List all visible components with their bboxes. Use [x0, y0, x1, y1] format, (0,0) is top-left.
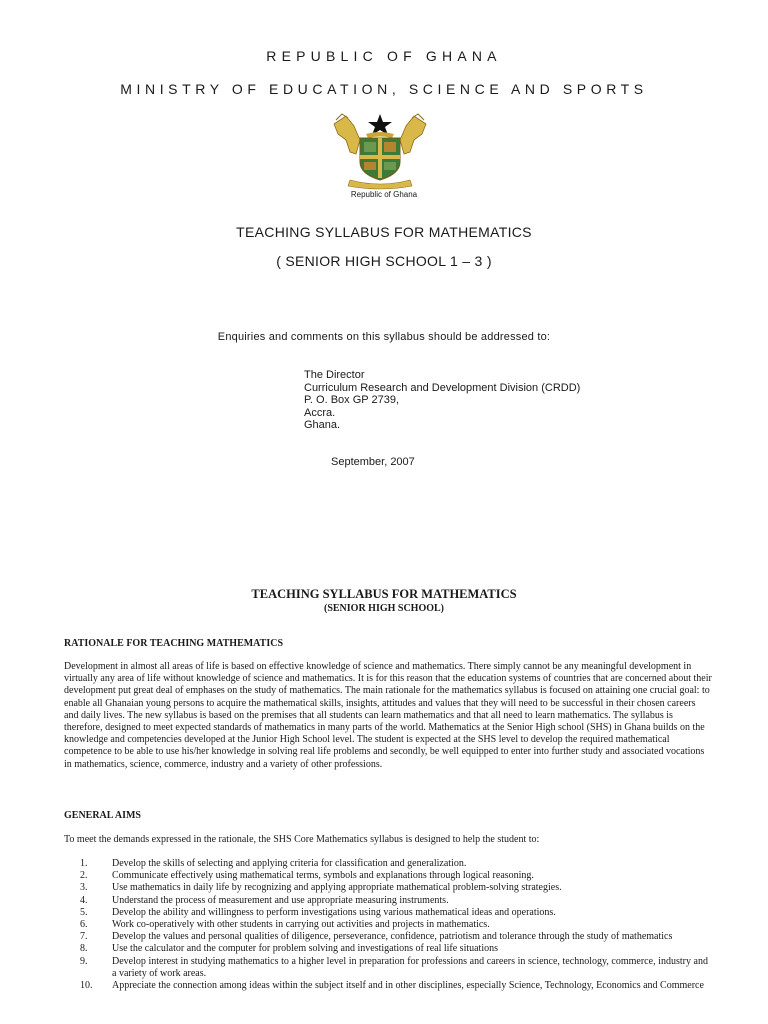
- rationale-heading: RATIONALE FOR TEACHING MATHEMATICS: [64, 638, 284, 649]
- country-heading: REPUBLIC OF GHANA: [266, 48, 502, 64]
- list-number: 6.: [80, 919, 88, 931]
- list-text: Work co-operatively with other students in carrying out activities and projects in mathematics.: [112, 919, 490, 931]
- address-line: Curriculum Research and Development Division (CRDD): [304, 381, 581, 394]
- ministry-heading: MINISTRY OF EDUCATION, SCIENCE AND SPORTS: [120, 81, 648, 97]
- list-item: [64, 943, 708, 955]
- cover-title: TEACHING SYLLABUS FOR MATHEMATICS: [236, 224, 532, 240]
- list-number: 3.: [80, 882, 88, 894]
- address-line: The Director: [304, 369, 365, 381]
- cover-subtitle: ( SENIOR HIGH SCHOOL 1 – 3 ): [276, 253, 492, 269]
- list-item: [64, 907, 708, 919]
- aims-intro: To meet the demands expressed in the rationale, the SHS Core Mathematics syllabus is designed to help the student to:: [64, 834, 540, 845]
- list-text: Develop the ability and willingness to perform investigations using various mathematical ideas and operations.: [112, 906, 556, 918]
- aims-list: [64, 858, 708, 992]
- list-number: 1.: [80, 858, 88, 869]
- list-text: Develop the skills of selecting and applying criteria for classification and generalization.: [112, 858, 467, 869]
- list-text: Communicate effectively using mathematical terms, symbols and explanations through logical reasoning.: [112, 870, 534, 882]
- list-text: Use the calculator and the computer for problem solving and investigations of real life situations: [112, 943, 499, 955]
- list-number: 9.: [80, 955, 88, 967]
- list-number: 10.: [80, 980, 93, 992]
- list-text: Develop interest in studying mathematics to a higher level in preparation for professions and careers in science, technology, commerce, industry and a variety of work areas.: [112, 955, 708, 979]
- publication-date: September, 2007: [331, 456, 415, 468]
- list-number: 4.: [80, 894, 88, 906]
- list-item: [64, 919, 708, 931]
- list-text: Develop the values and personal qualities of diligence, perseverance, confidence, patriotism and tolerance through the study of mathematics: [112, 931, 673, 943]
- list-item: [64, 980, 708, 992]
- list-item: [64, 931, 708, 943]
- list-item: [64, 870, 708, 882]
- address-line: Accra.: [304, 406, 336, 419]
- address-line: Ghana.: [304, 419, 341, 431]
- list-item: [64, 882, 708, 894]
- list-item: [64, 858, 708, 870]
- crest-caption: Republic of Ghana: [350, 190, 418, 199]
- list-item: [64, 956, 708, 980]
- list-text: Understand the process of measurement and use appropriate measuring instruments.: [112, 894, 449, 906]
- section-subtitle: (SENIOR HIGH SCHOOL): [323, 603, 445, 614]
- address-line: P. O. Box GP 2739,: [304, 394, 399, 406]
- list-number: 8.: [80, 943, 88, 955]
- aims-heading: GENERAL AIMS: [64, 810, 141, 821]
- list-number: 5.: [80, 906, 88, 918]
- list-text: Appreciate the connection among ideas within the subject itself and in other disciplines, especially Science, Technology, Economics and Commerce: [112, 980, 704, 992]
- list-text: Use mathematics in daily life by recognizing and applying appropriate mathematical problem-solving strategies.: [112, 882, 562, 894]
- list-item: [64, 895, 708, 907]
- list-number: 2.: [80, 870, 88, 882]
- address-block: [304, 369, 580, 432]
- ghana-coat-of-arms-icon: [326, 110, 434, 190]
- rationale-paragraph: Development in almost all areas of life is based on effective knowledge of science and mathematics. There simply cannot be any meaningful development in virtually any area of life without knowledge of science and mathematics. It is for this reason that the education systems of countries that are concerned about their development put great deal of emphases on the study of mathematics. The main rationale for the mathematics syllabus is focused on attaining one crucial goal: to enable all Ghanaian young persons to acquire the mathematical skills, insights, attitudes and values that they will need to be successful in their chosen careers and daily lives. The new syllabus is based on the premises that all students can learn mathematics and that all need to learn mathematics. The syllabus is therefore, designed to meet expected standards of mathematics in many parts of the world. Mathematics at the Senior High school (SHS) in Ghana builds on the knowledge and competencies developed at the Junior High School level. The student is expected at the SHS level to develop the required mathematical competence to be able to use his/her knowledge in solving real life problems and secondly, be well equipped to enter into further study and associated vocations in mathematics, science, commerce, industry and a variety of other professions.: [64, 661, 712, 770]
- list-number: 7.: [80, 931, 88, 943]
- section-title: TEACHING SYLLABUS FOR MATHEMATICS: [251, 587, 517, 601]
- enquiries-text: Enquiries and comments on this syllabus should be addressed to:: [217, 331, 551, 343]
